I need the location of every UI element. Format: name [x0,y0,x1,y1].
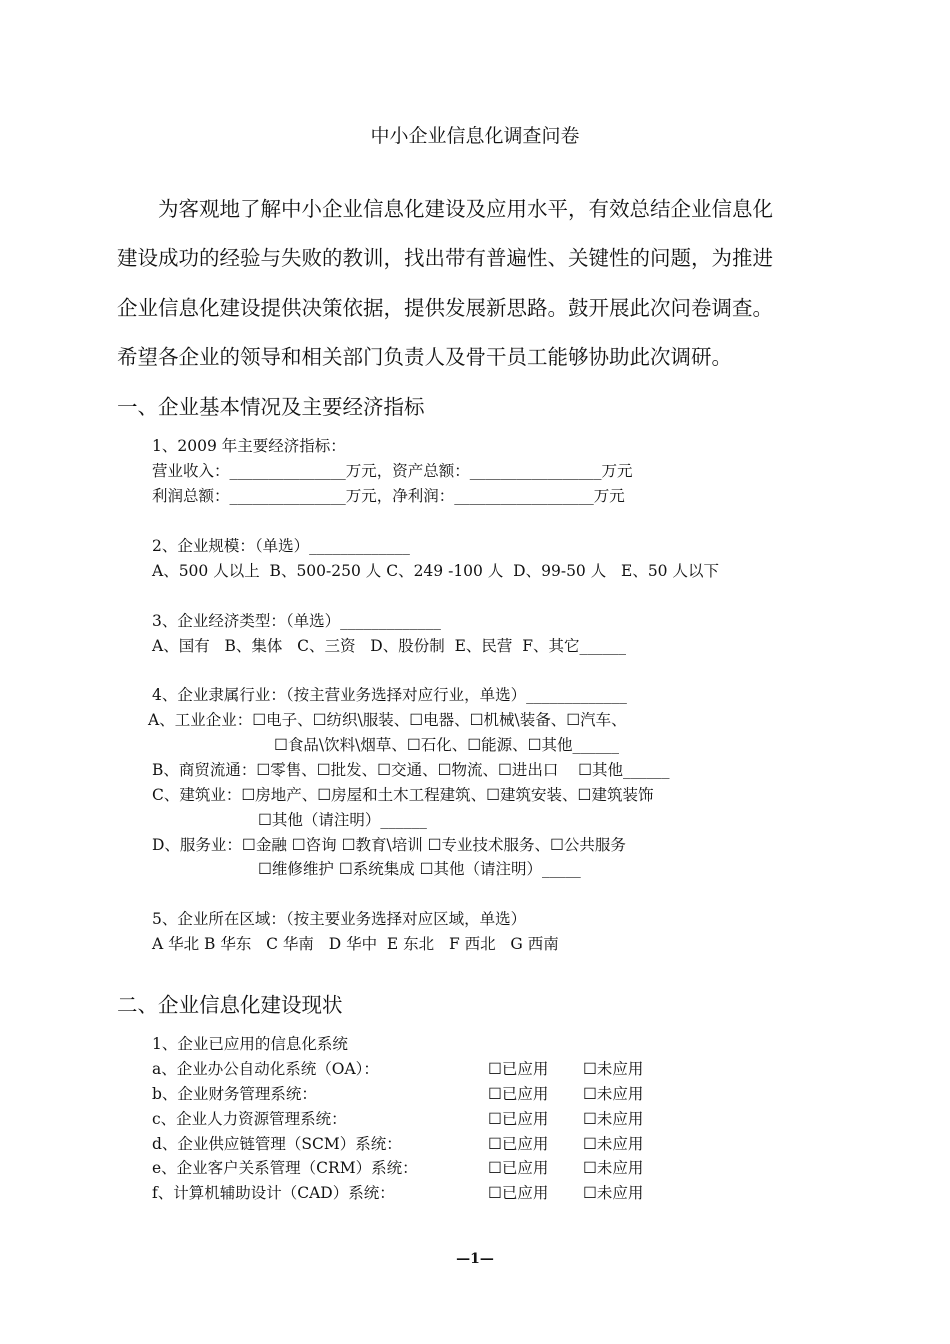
applied-checkbox[interactable]: ☐已应用 [488,1085,549,1103]
system-item-label: d、企业供应链管理（SCM）系统： [152,1135,402,1153]
system-item-label: e、企业客户关系管理（CRM）系统： [152,1159,418,1177]
question-3-options: A、国有 B、集体 C、三资 D、股份制 E、民营 F、其它______ [152,637,626,655]
question-1-revenue-line: 营业收入：_______________万元，资产总额：_________________万元 [152,462,633,480]
not-applied-checkbox[interactable]: ☐未应用 [583,1110,644,1128]
intro-line: 为客观地了解中小企业信息化建设及应用水平，有效总结企业信息化 [158,197,773,221]
applied-checkbox[interactable]: ☐已应用 [488,1184,549,1202]
question-4-industry-a: A、工业企业：☐电子、☐纺织\服装、☐电器、☐机械\装备、☐汽车、 [148,711,627,729]
not-applied-checkbox[interactable]: ☐未应用 [583,1060,644,1078]
question-4-industry-c-cont: ☐其他（请注明）______ [258,811,427,829]
question-4-industry-a-cont: ☐食品\饮料\烟草、☐石化、☐能源、☐其他______ [274,736,620,754]
question-4-industry-c: C、建筑业：☐房地产、☐房屋和土木工程建筑、☐建筑安装、☐建筑装饰 [152,786,654,804]
intro-line: 企业信息化建设提供决策依据，提供发展新思路。鼓开展此次问卷调查。 [117,296,773,320]
question-2-options: A、500 人以上 B、500-250 人 C、249 -100 人 D、99-50 人 E、50 人以下 [152,562,719,580]
not-applied-checkbox[interactable]: ☐未应用 [583,1184,644,1202]
system-item-label: a、企业办公自动化系统（OA）： [152,1060,379,1078]
document-title: 中小企业信息化调查问卷 [370,125,580,147]
question-3-label: 3、企业经济类型：（单选）_____________ [152,612,441,630]
page-number: —1— [456,1251,494,1267]
question-4-industry-b: B、商贸流通：☐零售、☐批发、☐交通、☐物流、☐进出口 ☐其他______ [152,761,670,779]
section-heading-1: 一、企业基本情况及主要经济指标 [117,395,425,419]
question-4-industry-d-cont: ☐维修维护 ☐系统集成 ☐其他（请注明）_____ [258,860,581,878]
intro-line: 希望各企业的领导和相关部门负责人及骨干员工能够协助此次调研。 [117,345,732,369]
system-item-label: f、计算机辅助设计（CAD）系统： [152,1184,395,1202]
not-applied-checkbox[interactable]: ☐未应用 [583,1135,644,1153]
not-applied-checkbox[interactable]: ☐未应用 [583,1085,644,1103]
systems-question-label: 1、企业已应用的信息化系统 [152,1035,348,1053]
section-heading-2: 二、企业信息化建设现状 [117,993,343,1017]
question-4-label: 4、企业隶属行业：（按主营业务选择对应行业，单选）_____________ [152,686,627,704]
applied-checkbox[interactable]: ☐已应用 [488,1060,549,1078]
intro-line: 建设成功的经验与失败的教训，找出带有普遍性、关键性的问题，为推进 [117,246,773,270]
question-1-profit-line: 利润总额：_______________万元，净利润：__________________万元 [152,487,625,505]
not-applied-checkbox[interactable]: ☐未应用 [583,1159,644,1177]
question-2-label: 2、企业规模：（单选）_____________ [152,537,410,555]
system-item-label: c、企业人力资源管理系统： [152,1110,347,1128]
question-1-label: 1、2009 年主要经济指标： [152,437,346,455]
system-item-label: b、企业财务管理系统： [152,1085,317,1103]
applied-checkbox[interactable]: ☐已应用 [488,1110,549,1128]
question-5-options: A 华北 B 华东 C 华南 D 华中 E 东北 F 西北 G 西南 [152,935,559,953]
question-5-label: 5、企业所在区域：（按主要业务选择对应区域，单选） [152,910,527,928]
applied-checkbox[interactable]: ☐已应用 [488,1135,549,1153]
applied-checkbox[interactable]: ☐已应用 [488,1159,549,1177]
question-4-industry-d: D、服务业：☐金融 ☐咨询 ☐教育\培训 ☐专业技术服务、☐公共服务 [152,836,626,854]
